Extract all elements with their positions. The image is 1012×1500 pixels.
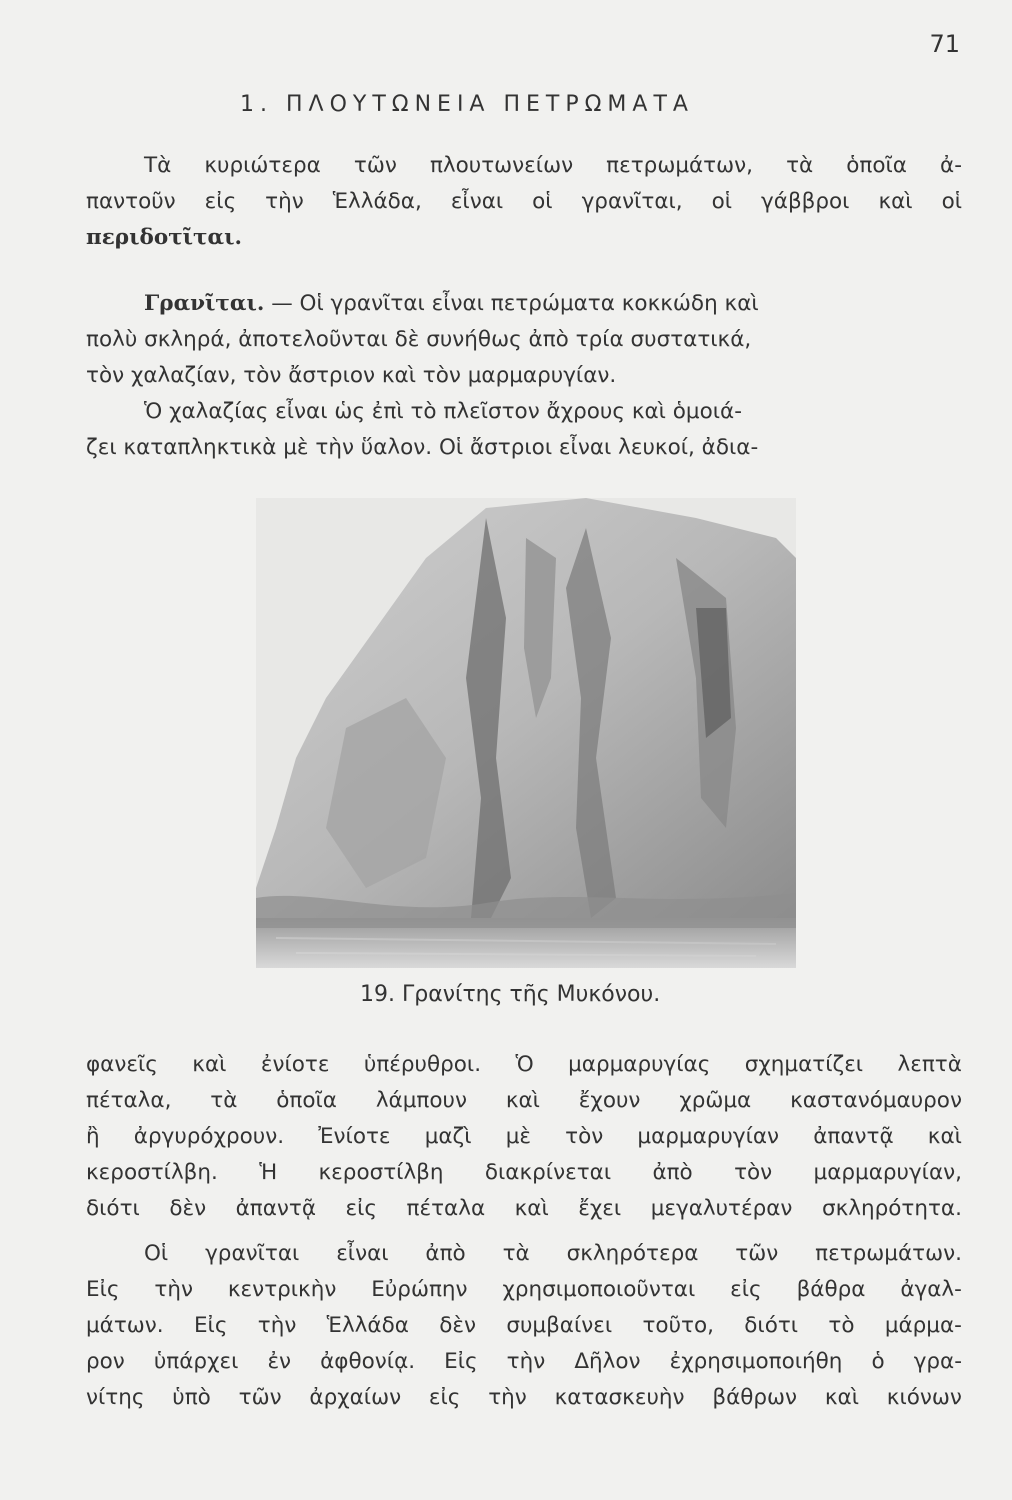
word: ἔχουν: [578, 1088, 641, 1113]
word: κεροστίλβη: [318, 1160, 444, 1185]
word: εἰς: [204, 189, 237, 214]
word: τὴν: [257, 1313, 297, 1338]
word: ὑπάρχει: [153, 1349, 239, 1374]
word: μεγαλυτέραν: [650, 1196, 793, 1221]
word: γάββροι: [761, 189, 850, 214]
word: ἀρχαίων: [309, 1385, 402, 1410]
text-line: [86, 1083, 962, 1119]
text-line: [86, 1236, 962, 1272]
word: Εὐρώπην: [371, 1277, 468, 1302]
word: τὰ: [502, 1241, 530, 1266]
word: πλουτωνείων: [429, 153, 574, 178]
word: μάρμα-: [884, 1313, 962, 1338]
word: ἀπὸ: [652, 1160, 693, 1185]
word: ὁποῖα: [276, 1088, 337, 1113]
text-line: [86, 184, 962, 220]
text-line: [86, 1380, 962, 1416]
word: ὁ: [871, 1349, 885, 1374]
word: παντοῦν: [86, 189, 176, 214]
word: Δῆλον: [574, 1349, 641, 1374]
word: κιόνων: [886, 1385, 962, 1410]
bold-term: Γρανῖται.: [144, 291, 265, 316]
text-line: ζει καταπληκτικὰ μὲ τὴν ὕαλον. Οἱ ἄστριοι εἶναι λευκοί, ἀδια-: [86, 435, 759, 460]
word: τὰ: [210, 1088, 238, 1113]
word: κεροστίλβη.: [86, 1160, 218, 1185]
word: τὸν: [565, 1124, 604, 1149]
word: σκληρότερα: [566, 1241, 699, 1266]
word: Ἐνίοτε: [318, 1124, 391, 1149]
word: πέταλα,: [86, 1088, 172, 1113]
word: ἀ-: [940, 153, 962, 178]
word: συμβαίνει: [506, 1313, 613, 1338]
word: καστανόμαυρον: [790, 1088, 962, 1113]
word: ἀπαντᾷ: [813, 1124, 894, 1149]
word: ὁποῖα: [846, 153, 907, 178]
text-line: Ὁ χαλαζίας εἶναι ὡς ἐπὶ τὸ πλεῖστον ἄχρους καὶ ὁμοιά-: [144, 399, 742, 424]
word: τῶν: [353, 153, 397, 178]
word: λάμπουν: [375, 1088, 467, 1113]
word: γρα-: [913, 1349, 962, 1374]
word: μάτων.: [86, 1313, 164, 1338]
word: ἀγαλ-: [900, 1277, 962, 1302]
word: πετρωμάτων.: [815, 1241, 962, 1266]
word: καὶ: [878, 189, 913, 214]
word: βάθρων: [712, 1385, 798, 1410]
word: λεπτὰ: [897, 1052, 962, 1077]
text-line: [86, 1272, 962, 1308]
word: Οἱ: [144, 1241, 169, 1266]
word: βάθρα: [796, 1277, 866, 1302]
word: οἱ: [532, 189, 553, 214]
word: γρανῖται,: [581, 189, 683, 214]
word: μαρμαρυγίαν: [637, 1124, 780, 1149]
word: διακρίνεται: [484, 1160, 612, 1185]
word: εἰς: [730, 1277, 762, 1302]
word: τὸ: [828, 1313, 855, 1338]
word: κυριώτερα: [204, 153, 321, 178]
text-line: τὸν χαλαζίαν, τὸν ἄστριον καὶ τὸν μαρμαρυγίαν.: [86, 363, 617, 388]
word: τῶν: [238, 1385, 282, 1410]
word: διότι: [86, 1196, 140, 1221]
text-line: περιδοτῖται.: [86, 225, 242, 250]
text-line: [86, 1155, 962, 1191]
word: σχηματίζει: [744, 1052, 864, 1077]
page-number: 71: [929, 30, 960, 58]
word: καὶ: [824, 1385, 859, 1410]
paragraph-3: [86, 1047, 962, 1227]
text-line: [86, 286, 962, 322]
word: οἱ: [711, 189, 733, 214]
word: γρανῖται: [205, 1241, 300, 1266]
word: κατασκευὴν: [554, 1385, 685, 1410]
word: καὶ: [514, 1196, 549, 1221]
word: εἶναι: [336, 1241, 389, 1266]
word: τὴν: [488, 1385, 527, 1410]
word: εἶναι: [450, 189, 504, 214]
text-line: [86, 1191, 962, 1227]
paragraph-4: [86, 1236, 962, 1416]
word: τὴν: [154, 1277, 193, 1302]
word: Εἰς: [86, 1277, 120, 1302]
word: κεντρικὴν: [227, 1277, 337, 1302]
word: εἰς: [345, 1196, 378, 1221]
word: Εἰς: [444, 1349, 478, 1374]
word: ὑπὸ: [172, 1385, 211, 1410]
word: μὲ: [505, 1124, 531, 1149]
word: ἔχει: [578, 1196, 622, 1221]
word: τὴν: [265, 189, 304, 214]
section-title: 1. ΠΛΟΥΤΩΝΕΙΑ ΠΕΤΡΩΜΑΤΑ: [240, 92, 694, 117]
word: Ἑλλάδα,: [332, 189, 422, 214]
word: τὴν: [506, 1349, 546, 1374]
word: πετρωμάτων,: [606, 153, 753, 178]
word: Ὁ: [515, 1052, 534, 1077]
word: διότι: [744, 1313, 799, 1338]
word: τὰ: [786, 153, 814, 178]
word: ἀπαντᾷ: [235, 1196, 317, 1221]
word: δὲν: [439, 1313, 477, 1338]
word: τὸν: [734, 1160, 773, 1185]
text-line-rest: — Οἱ γρανῖται εἶναι πετρώματα κοκκώδη καὶ: [271, 291, 759, 316]
paragraph-1: [86, 148, 962, 256]
word: ἀπὸ: [425, 1241, 466, 1266]
word: Τὰ: [144, 153, 172, 178]
word: νίτης: [86, 1385, 145, 1410]
word: μαρμαρυγίας: [568, 1052, 711, 1077]
word: χρῶμα: [679, 1088, 752, 1113]
word: δὲν: [169, 1196, 207, 1221]
text-line: [86, 1047, 962, 1083]
word: πέταλα: [406, 1196, 486, 1221]
word: ἀφθονίᾳ.: [320, 1349, 416, 1374]
word: ἐν: [267, 1349, 292, 1374]
word: μαρμαρυγίαν,: [813, 1160, 962, 1185]
word: φανεῖς: [86, 1052, 158, 1077]
word: ἐνίοτε: [260, 1052, 330, 1077]
word: σκληρότητα.: [821, 1196, 962, 1221]
word: Ἑλλάδα: [326, 1313, 409, 1338]
word: εἰς: [428, 1385, 461, 1410]
word: ὑπέρυθροι.: [363, 1052, 482, 1077]
word: τῶν: [735, 1241, 779, 1266]
word: ἢ: [86, 1124, 100, 1149]
word: ἀργυρόχρουν.: [133, 1124, 285, 1149]
word: ρον: [86, 1349, 125, 1374]
word: καὶ: [192, 1052, 227, 1077]
text-line: [86, 1344, 962, 1380]
text-line: [86, 1308, 962, 1344]
word: ἐχρησιμοποιήθη: [669, 1349, 843, 1374]
word: Ἡ: [259, 1160, 278, 1185]
word: καὶ: [927, 1124, 962, 1149]
word: Εἰς: [193, 1313, 228, 1338]
word: τοῦτο,: [642, 1313, 714, 1338]
word: καὶ: [505, 1088, 540, 1113]
text-line: πολὺ σκληρά, ἀποτελοῦνται δὲ συνήθως ἀπὸ τρία συστατικά,: [86, 327, 752, 352]
word: οἱ: [941, 189, 962, 214]
text-line: [86, 148, 962, 184]
word: χρησιμοποιοῦνται: [502, 1277, 696, 1302]
figure-caption: 19. Γρανίτης τῆς Μυκόνου.: [360, 982, 661, 1007]
text-line: [86, 1119, 962, 1155]
word: μαζὶ: [424, 1124, 472, 1149]
paragraph-2: [86, 286, 962, 466]
granite-cliff-photo: [256, 498, 796, 968]
